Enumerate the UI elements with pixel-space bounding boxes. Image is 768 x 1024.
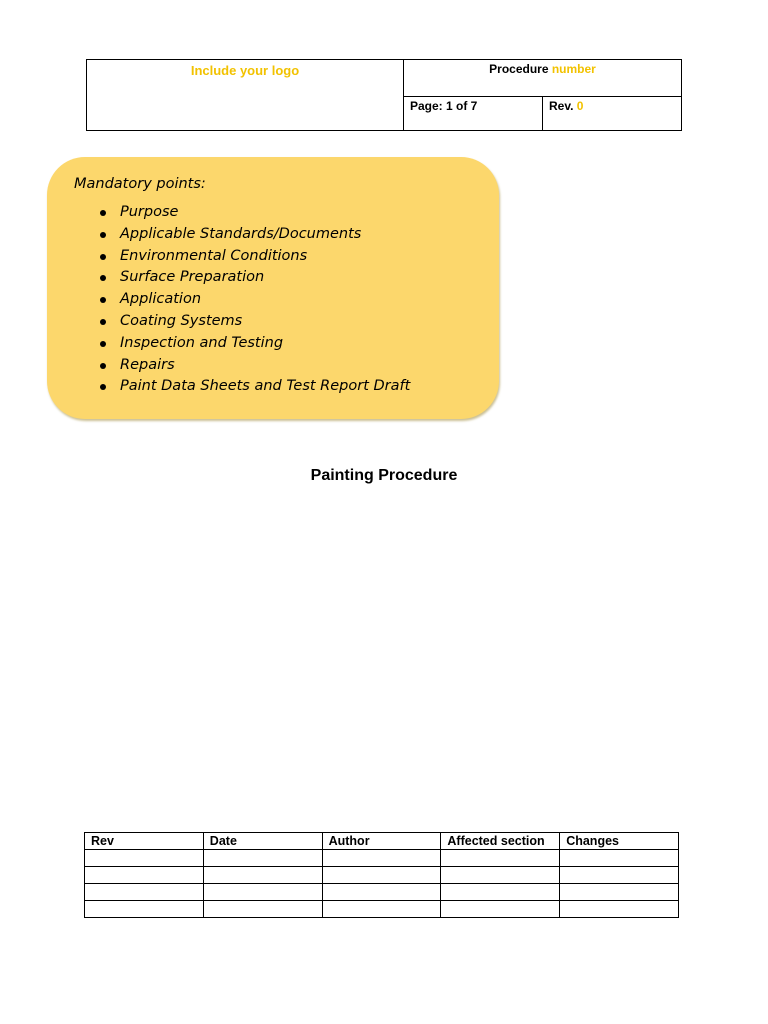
logo-placeholder: Include your logo (190, 63, 300, 78)
bullet-icon (100, 384, 106, 390)
column-header: Changes (560, 833, 679, 850)
list-item-label: Repairs (120, 356, 175, 373)
table-row (85, 901, 679, 918)
table-cell (322, 884, 441, 901)
list-item (74, 202, 499, 224)
bullet-icon (100, 297, 106, 303)
bullet-icon (100, 341, 106, 347)
bullet-icon (100, 363, 106, 369)
list-item-label: Purpose (120, 204, 179, 220)
table-cell (85, 901, 204, 918)
mandatory-points-box (47, 157, 499, 419)
table-row (85, 850, 679, 867)
procedure-value: number (551, 62, 596, 76)
column-header: Date (203, 833, 322, 850)
header-table (86, 59, 682, 131)
bullet-icon (100, 210, 106, 216)
procedure-number-cell (404, 60, 682, 97)
mandatory-title: Mandatory points: (74, 176, 206, 192)
table-cell (85, 867, 204, 884)
table-cell (560, 901, 679, 918)
table-cell (441, 901, 560, 918)
list-item (74, 376, 499, 398)
list-item (74, 333, 499, 355)
bullet-icon (100, 319, 106, 325)
table-row (85, 884, 679, 901)
list-item (74, 311, 499, 333)
logo-cell (87, 60, 404, 131)
page-count-cell (404, 97, 543, 131)
revision-table (84, 832, 679, 918)
column-header: Affected section (441, 833, 560, 850)
rev-label: Rev. (549, 99, 577, 113)
column-header: Rev (85, 833, 204, 850)
list-item-label: Environmental Conditions (120, 247, 308, 264)
table-cell (203, 850, 322, 867)
table-header-row (85, 833, 679, 850)
table-cell (560, 884, 679, 901)
table-cell (322, 850, 441, 867)
table-cell (85, 884, 204, 901)
table-cell (441, 867, 560, 884)
list-item (74, 224, 499, 246)
list-item-label: Application (120, 291, 202, 308)
list-item (74, 246, 499, 268)
procedure-label: Procedure (489, 62, 552, 76)
revision-cell (543, 97, 682, 131)
table-row (85, 867, 679, 884)
page-label: Page: 1 of 7 (410, 99, 478, 113)
rev-value: 0 (576, 99, 584, 113)
table-cell (203, 867, 322, 884)
table-cell (560, 867, 679, 884)
document-title: Painting Procedure (310, 467, 458, 484)
table-cell (560, 850, 679, 867)
table-cell (322, 867, 441, 884)
table-cell (203, 901, 322, 918)
list-item (74, 289, 499, 311)
list-item-label: Applicable Standards/Documents (120, 225, 362, 242)
mandatory-list (74, 202, 499, 398)
column-header: Author (322, 833, 441, 850)
list-item (74, 267, 499, 289)
table-cell (203, 884, 322, 901)
list-item-label: Paint Data Sheets and Test Report Draft (120, 378, 411, 395)
bullet-icon (100, 254, 106, 260)
table-cell (322, 901, 441, 918)
bullet-icon (100, 232, 106, 238)
bullet-icon (100, 275, 106, 281)
table-cell (441, 884, 560, 901)
list-item-label: Inspection and Testing (120, 334, 284, 351)
table-cell (441, 850, 560, 867)
list-item-label: Surface Preparation (120, 269, 265, 286)
table-cell (85, 850, 204, 867)
list-item-label: Coating Systems (120, 312, 243, 329)
list-item (74, 355, 499, 377)
